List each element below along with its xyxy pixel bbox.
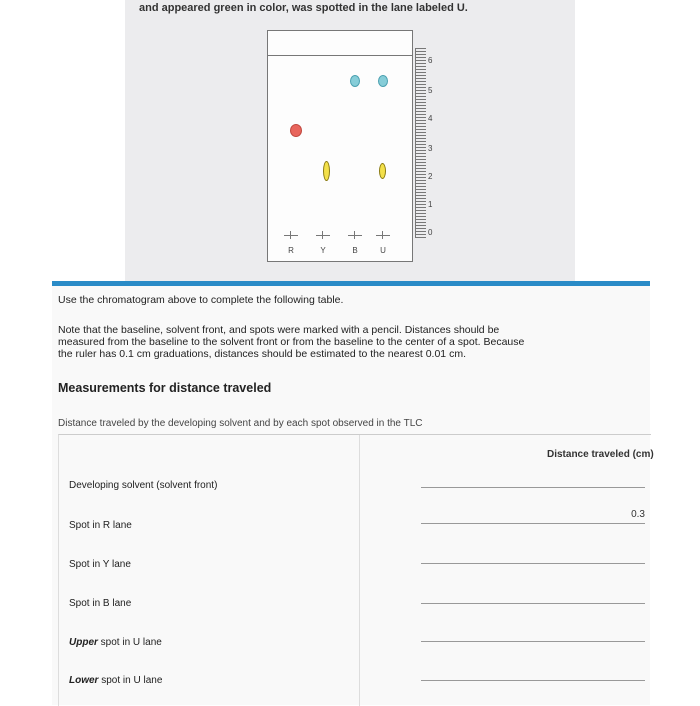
spot-u-lower [379, 163, 386, 179]
lane-mark-u [376, 231, 390, 241]
row-label-rest: spot in U lane [98, 675, 163, 686]
chromatogram-panel [125, 0, 575, 282]
ruler-mark: 0 [428, 228, 433, 237]
lane-mark-r [284, 231, 298, 241]
lane-label-r: R [288, 246, 294, 255]
lane-mark-b [348, 231, 362, 241]
row-label-r-lane: Spot in R lane [69, 520, 132, 531]
lane-label-y: Y [320, 246, 326, 255]
column-divider [359, 435, 360, 706]
measurements-table [58, 434, 654, 706]
ruler-mark: 3 [428, 144, 433, 153]
row-label-b-lane: Spot in B lane [69, 598, 132, 609]
tlc-plate [267, 30, 413, 262]
lane-label-b: B [352, 246, 358, 255]
spot-b [378, 75, 388, 87]
input-b-lane[interactable] [421, 587, 645, 604]
ruler [415, 48, 436, 238]
row-label-u-lower [69, 675, 162, 686]
ruler-ticks [416, 48, 426, 238]
row-label-y-lane: Spot in Y lane [69, 559, 131, 570]
intro-text: and appeared green in color, was spotted in the lane labeled U. [139, 2, 468, 14]
spot-y [323, 161, 330, 181]
input-u-upper[interactable] [421, 625, 645, 642]
ruler-mark: 4 [428, 114, 433, 123]
row-label-solvent-front: Developing solvent (solvent front) [69, 480, 218, 491]
spot-r [290, 124, 302, 137]
question-panel [52, 281, 654, 705]
ruler-mark: 6 [428, 56, 433, 65]
row-label-u-upper [69, 637, 162, 648]
instruction-line-2: Note that the baseline, solvent front, and spots were marked with a pencil. Distances should be measured from the baseline to the solvent front or from the baseline to the center of a spot. Because the ruler has 0.1 cm graduations, distances should be estimated to the nearest 0.01 cm. [58, 324, 525, 360]
input-r-lane[interactable]: 0.3 [421, 507, 645, 524]
spot-u-upper [350, 75, 360, 87]
input-solvent-front[interactable] [421, 471, 645, 488]
instruction-line-1: Use the chromatogram above to complete the following table. [58, 294, 344, 306]
row-label-emphasis: Upper [69, 637, 98, 648]
ruler-mark: 5 [428, 86, 433, 95]
section-title: Measurements for distance traveled [58, 381, 272, 395]
solvent-front-line [268, 55, 412, 56]
lane-mark-y [316, 231, 330, 241]
input-u-lower[interactable] [421, 664, 645, 681]
row-label-emphasis: Lower [69, 675, 99, 686]
ruler-mark: 1 [428, 200, 433, 209]
lane-label-u: U [380, 246, 386, 255]
column-header: Distance traveled (cm) [547, 449, 654, 460]
row-label-rest: spot in U lane [97, 637, 162, 648]
table-caption: Distance traveled by the developing solvent and by each spot observed in the TLC [58, 418, 423, 429]
input-y-lane[interactable] [421, 547, 645, 564]
ruler-mark: 2 [428, 172, 433, 181]
